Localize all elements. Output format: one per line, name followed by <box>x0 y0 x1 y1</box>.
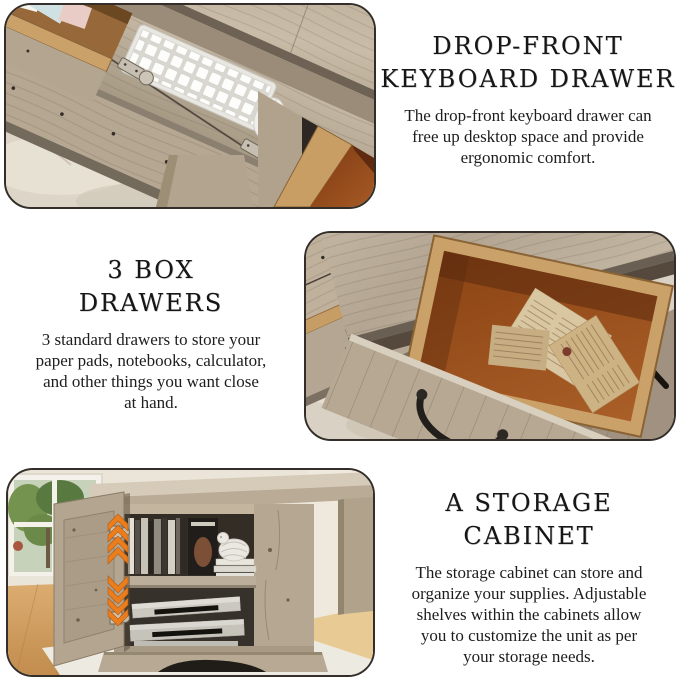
desk-right-leg-panel <box>344 497 373 614</box>
title-line: DROP-FRONT <box>432 32 624 60</box>
title-line: DRAWERS <box>78 289 224 317</box>
section-body: The drop-front keyboard drawer can free up desktop space and provide ergonomic comfort. <box>404 106 652 167</box>
photo-keyboard-drawer <box>4 3 376 209</box>
section-a-storage-cabinet <box>380 487 678 667</box>
title-line: 3 BOX <box>107 256 195 284</box>
title-line: CABINET <box>463 522 595 550</box>
photo-box-drawer <box>304 231 676 441</box>
section-title <box>0 254 302 320</box>
adjustable-shelf-board <box>122 576 256 585</box>
section-three-box-drawers <box>0 254 302 413</box>
title-line: A STORAGE <box>445 489 613 517</box>
title-line: KEYBOARD DRAWER <box>380 65 676 93</box>
magazine <box>188 518 218 575</box>
storage-cabinet-illustration <box>98 504 328 672</box>
section-body: The storage cabinet can store and organize your supplies. Adjustable shelves within the cabinets allow you to customize the unit as per your storage needs. <box>411 563 647 666</box>
section-body: 3 standard drawers to store your paper pads, notebooks, calculator, and other things you want close at hand. <box>35 330 267 412</box>
section-title <box>378 30 678 96</box>
section-drop-front-keyboard-drawer <box>378 30 678 168</box>
section-title <box>380 487 678 553</box>
photo-storage-cabinet <box>6 468 375 677</box>
desk-pedestal <box>156 155 253 207</box>
